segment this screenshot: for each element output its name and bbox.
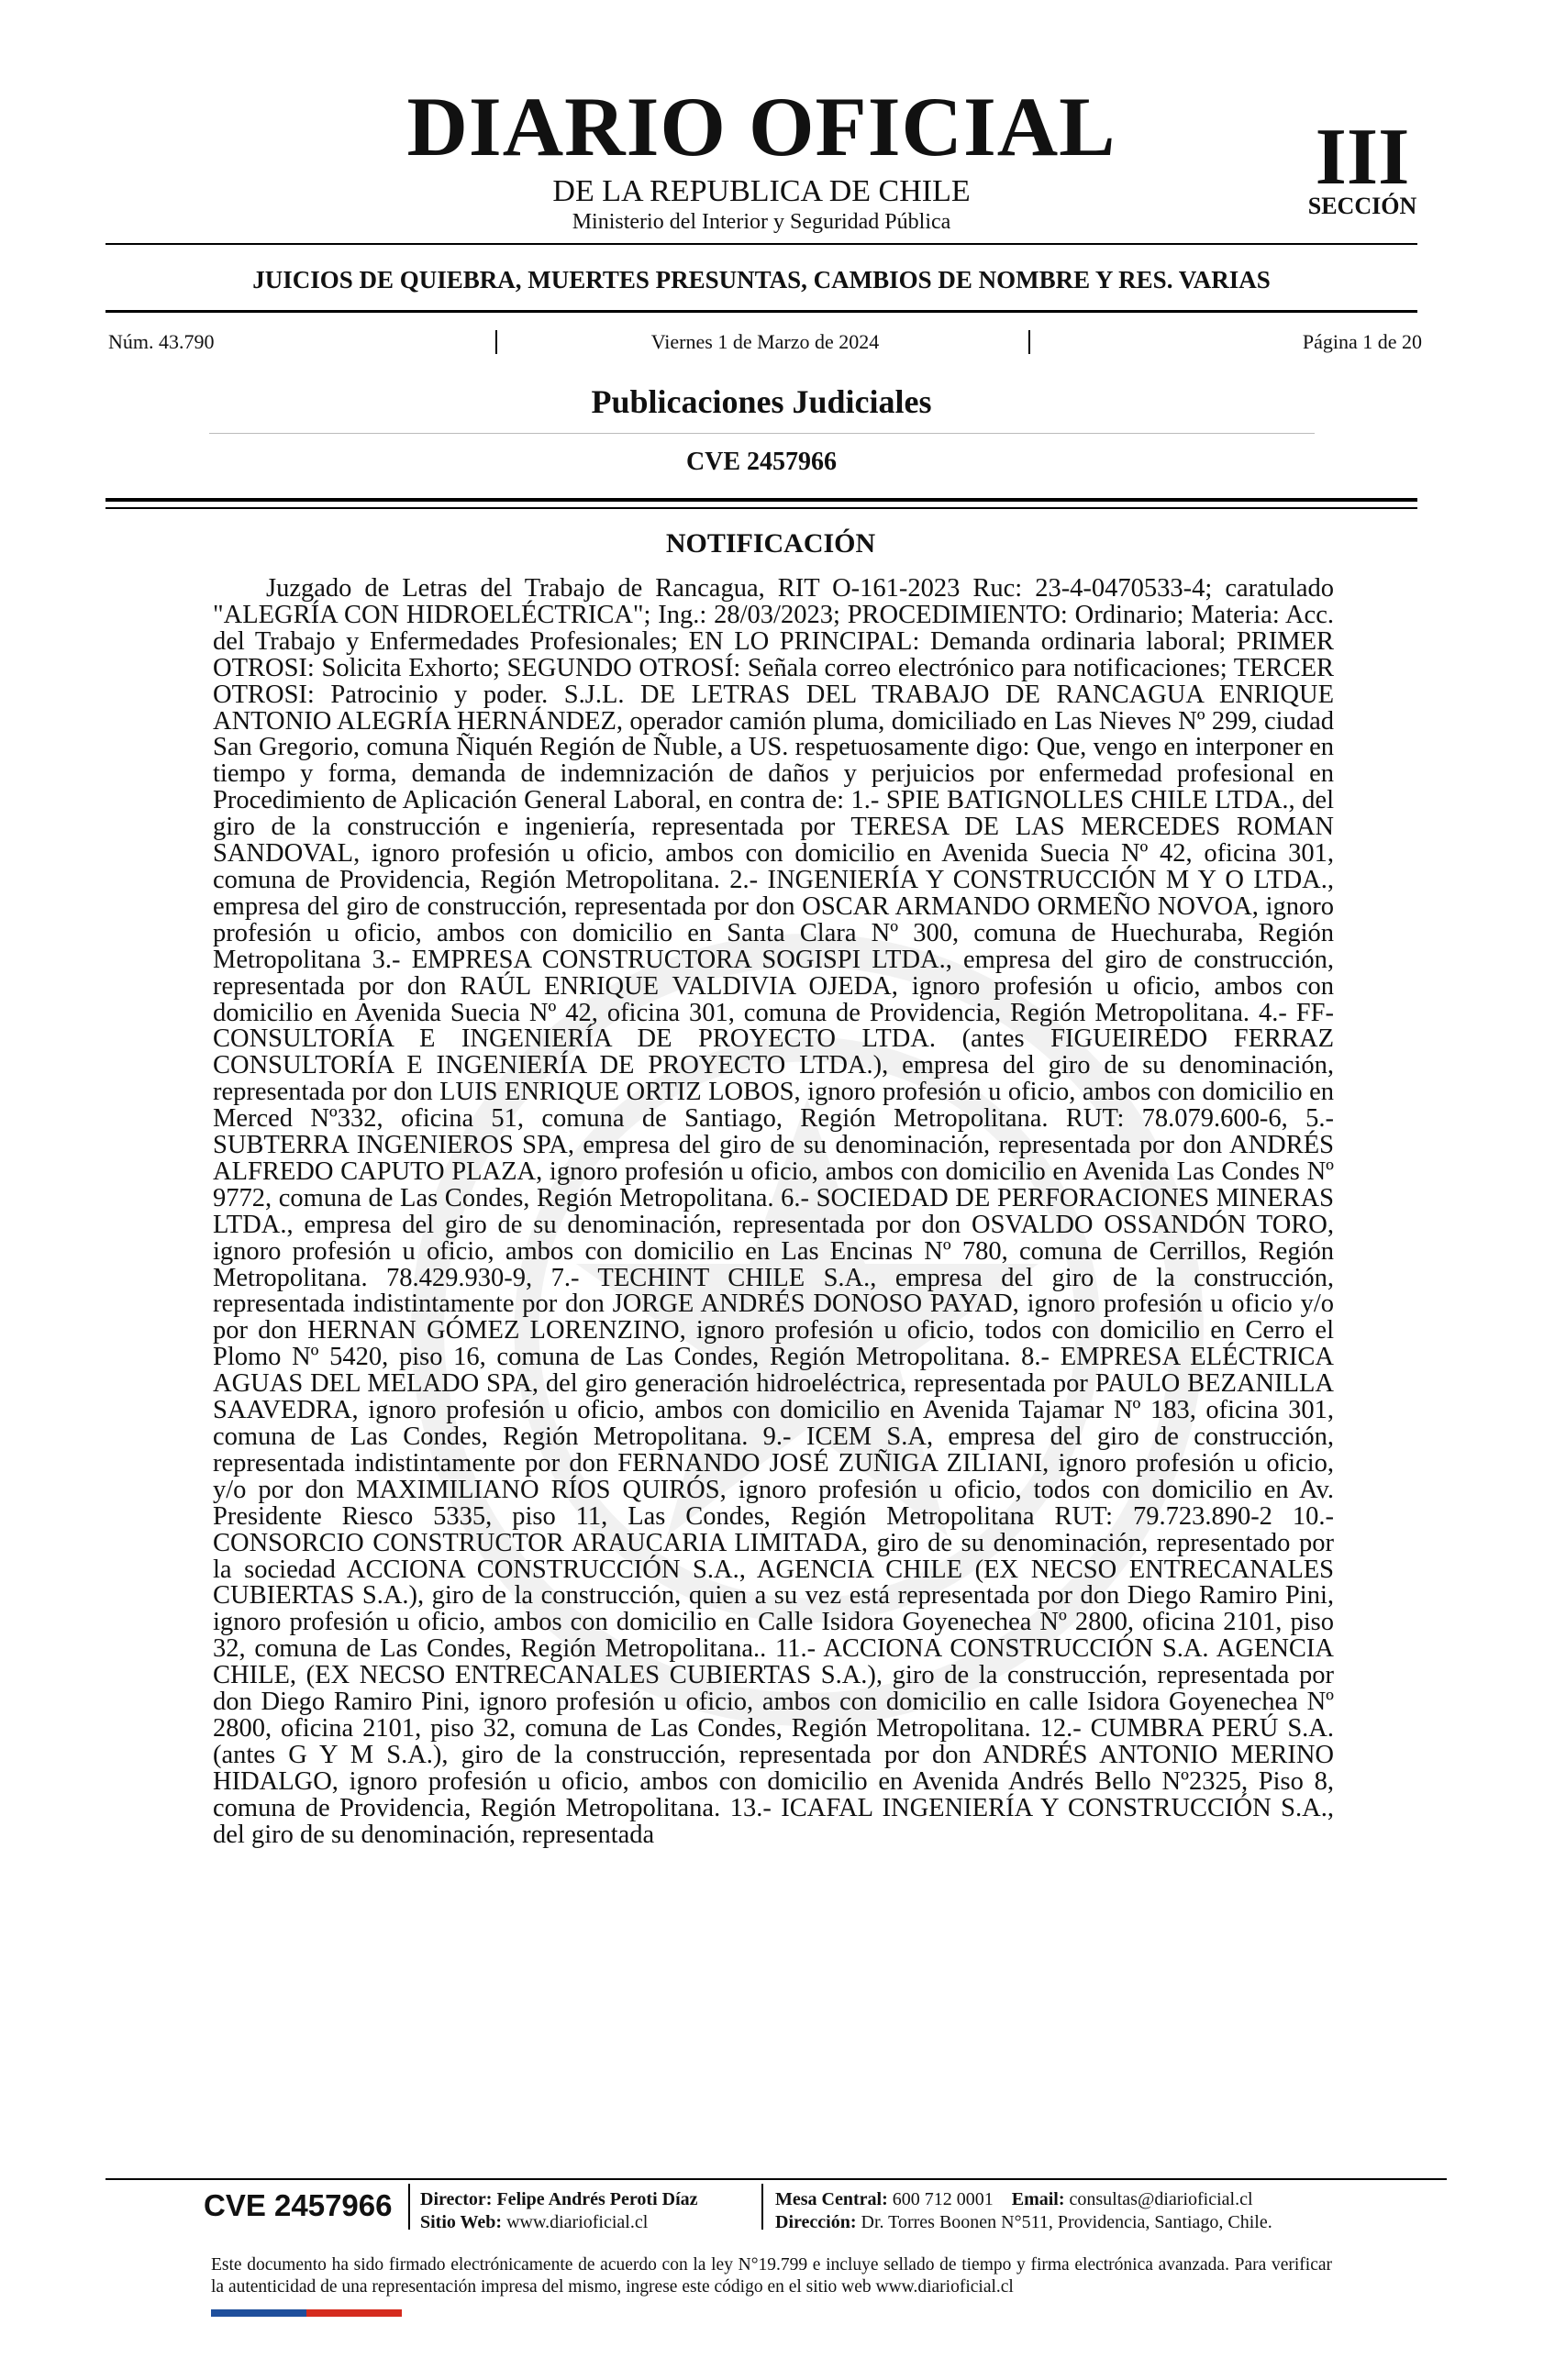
issue-info-row <box>108 328 1422 356</box>
phone-label: Mesa Central: <box>775 2189 888 2209</box>
issue-number: Núm. 43.790 <box>108 330 215 353</box>
site-label: Sitio Web: <box>420 2212 503 2232</box>
publication-type: Publicaciones Judiciales <box>591 383 932 420</box>
issue-date: Viernes 1 de Marzo de 2024 <box>650 330 880 353</box>
title-rule <box>209 433 1315 434</box>
site-url[interactable]: www.diarioficial.cl <box>506 2212 649 2232</box>
issue-divider <box>1028 330 1030 354</box>
cve-code: CVE 2457966 <box>685 448 838 476</box>
masthead-rule <box>106 243 1417 245</box>
section-number: III <box>1315 113 1410 202</box>
section-rule-bottom <box>106 507 1417 509</box>
email-address[interactable]: consultas@diarioficial.cl <box>1069 2189 1253 2209</box>
footer-divider <box>408 2184 410 2230</box>
director-name: Felipe Andrés Peroti Díaz <box>496 2189 698 2209</box>
address-label: Dirección: <box>775 2212 857 2232</box>
section-rule-top <box>106 498 1417 502</box>
email-label: Email: <box>1011 2189 1065 2209</box>
category-heading: JUICIOS DE QUIEBRA, MUERTES PRESUNTAS, CAMBIOS DE NOMBRE Y RES. VARIAS <box>252 266 1271 293</box>
masthead-subtitle: DE LA REPUBLICA DE CHILE <box>552 174 971 208</box>
masthead-title: DIARIO OFICIAL <box>406 80 1116 173</box>
director-label: Director: <box>420 2189 493 2209</box>
flag-stripe-blue <box>211 2309 306 2317</box>
phone-number: 600 712 0001 <box>892 2189 994 2209</box>
category-rule <box>106 310 1417 313</box>
masthead-ministry: Ministerio del Interior y Seguridad Pública <box>572 210 951 234</box>
address: Dr. Torres Boonen N°511, Providencia, Santiago, Chile. <box>861 2212 1272 2232</box>
signature-note: Este documento ha sido firmado electrónicamente de acuerdo con la ley N°19.799 e incluye sellado de tiempo y firma electrónica avanzada. Para verificar la autenticidad de una representación impresa del mismo, ingrese este código en el sitio web www.diarioficial.cl <box>211 2255 1332 2297</box>
footer-contact-block <box>775 2188 1272 2234</box>
notice-title: NOTIFICACIÓN <box>665 528 876 559</box>
footer-director-block <box>420 2188 698 2234</box>
page-indicator: Página 1 de 20 <box>1302 330 1422 353</box>
footer-rule <box>106 2178 1447 2180</box>
flag-stripe-red <box>306 2309 402 2317</box>
footer-divider <box>761 2184 763 2230</box>
notice-body: Juzgado de Letras del Trabajo de Rancagua, RIT O-161-2023 Ruc: 23-4-0470533-4; caratulado "ALEGRÍA CON HIDROELÉCTRICA"; Ing.: 28/03/2023; PROCEDIMIENTO: Ordinario; Materia: Acc. del Trabajo y Enfermedades Profesionales; EN LO PRINCIPAL: Demanda ordinaria laboral; PRIMER OTROSI: Solicita Exhorto; SEGUNDO OTROSÍ: Señala correo electrónico para notificaciones; TERCER OTROSI: Patrocinio y poder. S.J.L. DE LETRAS DEL TRABAJO DE RANCAGUA ENRIQUE ANTONIO ALEGRÍA HERNÁNDEZ, operador camión pluma, domiciliado en Las Nieves Nº 299, ciudad San Gregorio, comuna Ñiquén Región de Ñuble, a US. respetuosamente digo: Que, vengo en interponer en tiempo y forma, demanda de indemnización de daños y perjuicios por enfermedad profesional en Procedimiento de Aplicación General Laboral, en contra de: 1.- SPIE BATIGNOLLES CHILE LTDA., del giro de la construcción e ingeniería, representada por TERESA DE LAS MERCEDES ROMAN SANDOVAL, ignoro profesión u oficio, ambos con domicilio en Avenida Suecia Nº 42, oficina 301, comuna de Providencia, Región Metropolitana. 2.- INGENIERÍA Y CONSTRUCCIÓN M Y O LTDA., empresa del giro de construcción, representada por don OSCAR ARMANDO ORMEÑO NOVOA, ignoro profesión u oficio, ambos con domicilio en Santa Clara Nº 300, comuna de Huechuraba, Región Metropolitana 3.- EMPRESA CONSTRUCTORA SOGISPI LTDA., empresa del giro de construcción, representada por don RAÚL ENRIQUE VALDIVIA OJEDA, ignoro profesión u oficio, ambos con domicilio en Avenida Suecia Nº 42, oficina 301, comuna de Providencia, Región Metropolitana. 4.- FF- CONSULTORÍA E INGENIERÍA DE PROYECTO LTDA. (antes FIGUEIREDO FERRAZ CONSULTORÍA E INGENIERÍA DE PROYECTO LTDA.), empresa del giro de su denominación, representada por don LUIS ENRIQUE ORTIZ LOBOS, ignoro profesión u oficio, ambos con domicilio en Merced Nº332, oficina 51, comuna de Santiago, Región Metropolitana. RUT: 78.079.600-6, 5.- SUBTERRA INGENIEROS SPA, empresa del giro de su denominación, representada por don ANDRÉS ALFREDO CAPUTO PLAZA, ignoro profesión u oficio, ambos con domicilio en Avenida Las Condes Nº 9772, comuna de Las Condes, Región Metropolitana. 6.- SOCIEDAD DE PERFORACIONES MINERAS LTDA., empresa del giro de su denominación, representada por don OSVALDO OSSANDÓN TORO, ignoro profesión u oficio, ambos con domicilio en Las Encinas Nº 780, comuna de Cerrillos, Región Metropolitana. 78.429.930-9, 7.- TECHINT CHILE S.A., empresa del giro de la construcción, representada indistintamente por don JORGE ANDRÉS DONOSO PAYAD, ignoro profesión u oficio y/o por don HERNAN GÓMEZ LORENZINO, ignoro profesión u oficio, todos con domicilio en Cerro el Plomo Nº 5420, piso 16, comuna de Las Condes, Región Metropolitana. 8.- EMPRESA ELÉCTRICA AGUAS DEL MELADO SPA, del giro generación hidroeléctrica, representada por PAULO BEZANILLA SAAVEDRA, ignoro profesión u oficio, ambos con domicilio en Avenida Tajamar Nº 183, oficina 301, comuna de Las Condes, Región Metropolitana. 9.- ICEM S.A, empresa del giro de construcción, representada indistintamente por don FERNANDO JOSÉ ZUÑIGA ZILIANI, ignoro profesión u oficio, y/o por don MAXIMILIANO RÍOS QUIRÓS, ignoro profesión u oficio, todos con domicilio en Av. Presidente Riesco 5335, piso 11, Las Condes, Región Metropolitana RUT: 79.723.890-2 10.- CONSORCIO CONSTRUCTOR ARAUCARIA LIMITADA, giro de su denominación, representado por la sociedad ACCIONA CONSTRUCCIÓN S.A., AGENCIA CHILE (EX NECSO ENTRECANALES CUBIERTAS S.A.), giro de la construcción, quien a su vez está representada por don Diego Ramiro Pini, ignoro profesión u oficio, ambos con domicilio en Calle Isidora Goyenechea Nº 2800, oficina 2101, piso 32, comuna de Las Condes, Región Metropolitana.. 11.- ACCIONA CONSTRUCCIÓN S.A. AGENCIA CHILE, (EX NECSO ENTRECANALES CUBIERTAS S.A.), giro de la construcción, representada por don Diego Ramiro Pini, ignoro profesión u oficio, ambos con domicilio en calle Isidora Goyenechea Nº 2800, oficina 2101, piso 32, comuna de Las Condes, Región Metropolitana. 12.- CUMBRA PERÚ S.A. (antes G Y M S.A.), giro de la construcción, representada por don ANDRÉS ANTONIO MERINO HIDALGO, ignoro profesión u oficio, ambos con domicilio en Avenida Andrés Bello Nº2325, Piso 8, comuna de Providencia, Región Metropolitana. 13.- ICAFAL INGENIERÍA Y CONSTRUCCIÓN S.A., del giro de su denominación, representada <box>213 574 1334 1849</box>
section-label: SECCIÓN <box>1307 193 1417 219</box>
footer-cve: CVE 2457966 <box>204 2188 393 2222</box>
